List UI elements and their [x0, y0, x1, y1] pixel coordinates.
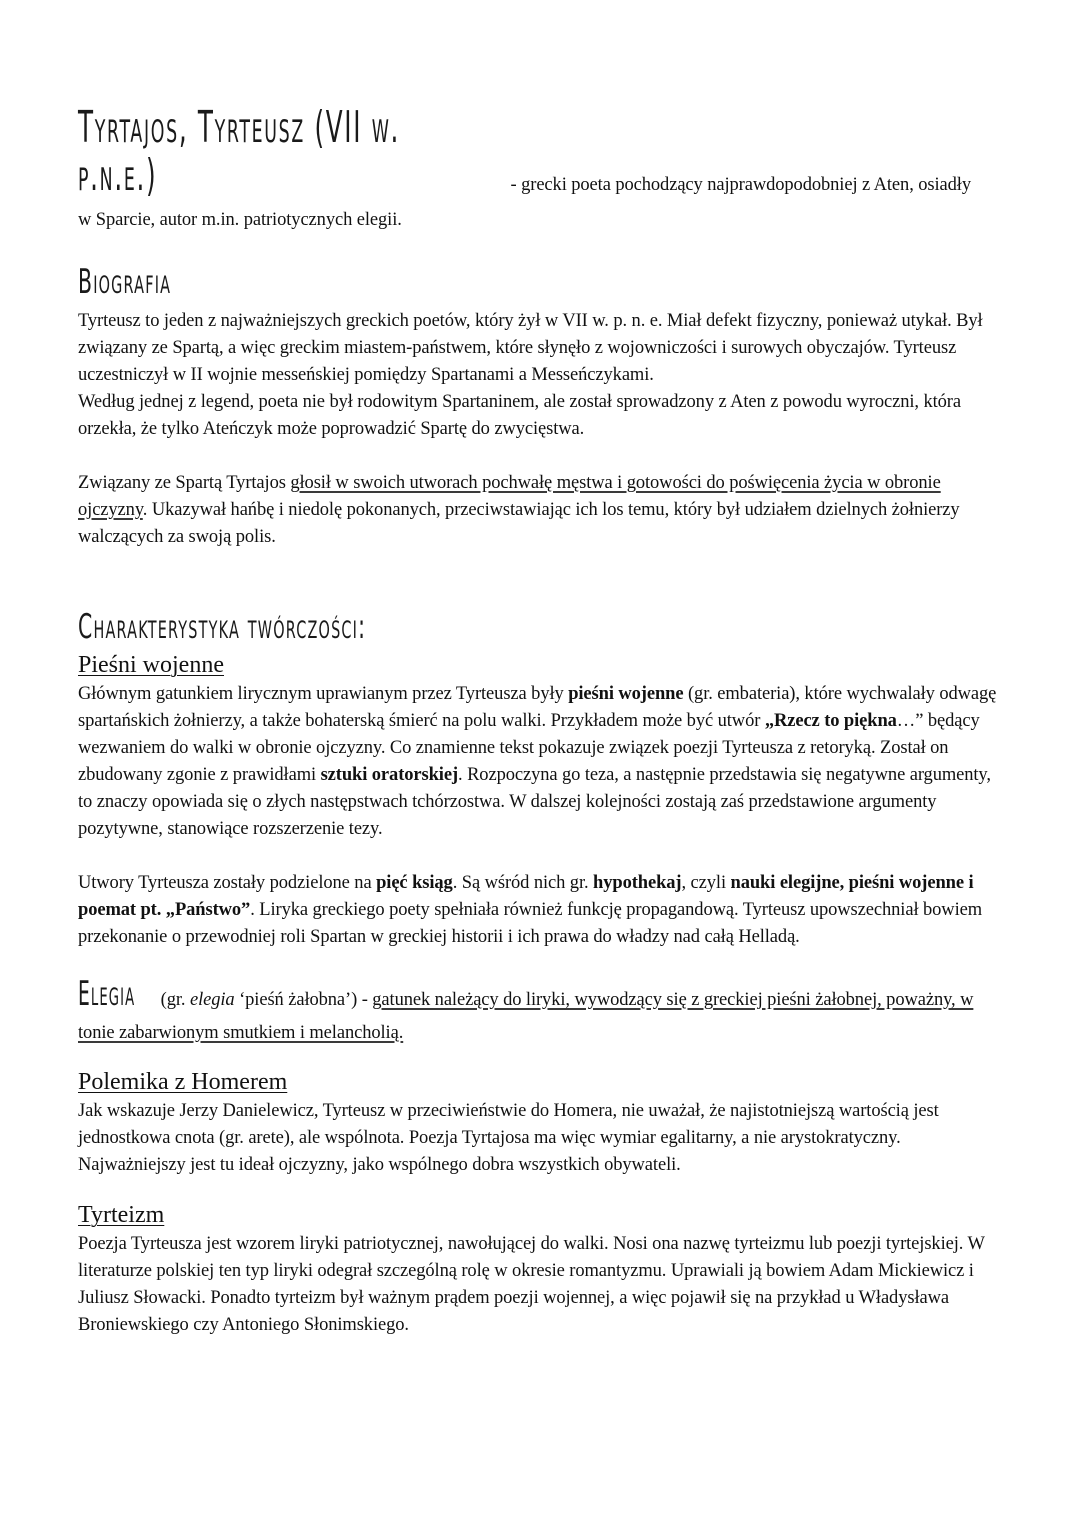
piesni-paragraph-1 — [78, 681, 1006, 843]
section-charakterystyka — [78, 607, 1006, 951]
bold-text: sztuki oratorskiej — [320, 765, 459, 785]
bold-text: „Rzecz to piękna — [764, 711, 897, 731]
text-run: ‘pieśń żałobna’) - — [234, 990, 373, 1010]
bold-text: pieśni wojenne — [568, 684, 684, 704]
polemika-paragraph: Jak wskazuje Jerzy Danielewicz, Tyrteusz w przeciwieństwie do Homera, nie uważał, że najistotniejszą wartością jest jednostkowa cnota (gr. arete), ale wspólnota. Poezja Tyrtajosa ma więc wymiar egalitarny, a nie arystokratyczny. Najważniejszy jest tu ideał ojczyzny, jako wspólnego dobra wszystkich obywateli. — [78, 1101, 939, 1175]
elegia-heading: Elegia — [78, 974, 136, 1014]
title-block — [78, 104, 1006, 234]
section-elegia — [78, 974, 1006, 1050]
bold-text: hypothekaj — [593, 873, 682, 893]
text-run: . Rozpoczyna go teza, a następnie przedstawia się negatywne argumenty, to znaczy opowiada się o złych następstwach tchórzostwa. W dalszej kolejności zostają zaś przedstawione argumenty pozytywne, stanowiące rozszerzenie tezy. — [78, 765, 991, 839]
title-description-line1: - grecki poeta pochodzący najprawdopodobniej z Aten, osiadły — [506, 175, 971, 195]
text-run: . Są wśród nich gr. — [452, 873, 594, 893]
underlined-text: gatunek należący do liryki, wywodzący się z greckiej pieśni żałobnej, poważny, w tonie zabarwionym smutkiem i melancholią. — [78, 990, 974, 1043]
biografia-paragraph-2: Według jednej z legend, poeta nie był rodowitym Spartaninem, ale został sprowadzony z Aten z powodu wyroczni, która orzekła, że tylko Ateńczyk może poprowadzić Spartę do zwycięstwa. — [78, 392, 961, 439]
subheading-polemika: Polemika z Homerem — [78, 1069, 288, 1095]
title-paragraph — [78, 104, 1006, 200]
text-run: …” będący wezwaniem do walki w obronie ojczyzny. Co znamienne tekst pokazuje związek poezji Tyrteusza z retoryką. Został on zbudowany zgonie z prawidłami — [78, 711, 980, 785]
title-description-line2: w Sparcie, autor m.in. patriotycznych elegii. — [78, 210, 402, 230]
text-run: . Ukazywał hańbę i niedolę pokonanych, przeciwstawiając ich los temu, który był udziałem dzielnych żołnierzy walczących za swoją polis. — [78, 500, 960, 547]
italic-text: elegia — [189, 990, 235, 1010]
text-run: . Liryka greckiego poety spełniała również funkcję propagandową. Tyrteusz upowszechniał bowiem przekonanie o przewodniej roli Spartan w greckiej historii i ich prawa do władzy nad całą Helladą. — [78, 900, 983, 947]
text-run: , czyli — [681, 873, 731, 893]
biografia-paragraph-1: Tyrteusz to jeden z najważniejszych greckich poetów, który żył w VII w. p. n. e. Miał defekt fizyczny, ponieważ utykał. Był związany ze Spartą, a więc greckim miastem-państwem, które słynęło z wojowniczości i surowych obyczajów. Tyrteusz uczestniczył w II wojnie messeńskiej pomiędzy Spartanami a Messeńczykami. — [78, 311, 983, 385]
text-run: Związany ze Spartą Tyrtajos — [78, 473, 291, 493]
text-run: (gr. embateria), które wychwalały odwagę spartańskich żołnierzy, a także bohaterską śmierć na polu walki. Przykładem może być utwór — [78, 684, 997, 731]
section-heading-biografia: Biografia — [78, 262, 172, 302]
piesni-paragraph-2 — [78, 870, 1006, 951]
subheading-piesni-wojenne: Pieśni wojenne — [78, 652, 224, 678]
underlined-text: głosił w swoich utworach pochwałę męstwa i gotowości do poświęcenia życia w obronie ojczyzny — [78, 473, 941, 520]
tyrteizm-paragraph: Poezja Tyrteusza jest wzorem liryki patriotycznej, nawołującej do walki. Nosi ona nazwę tyrteizmu lub poezji tyrtejskiej. W literaturze polskiej ten typ liryki odegrał szczególną rolę w okresie romantyzmu. Uprawiali ją bowiem Adam Mickiewicz i Juliusz Słowacki. Ponadto tyrteizm był ważnym prądem poezji wojennej, a więc pojawił się na przykład u Władysława Broniewskiego czy Antoniego Słonimskiego. — [78, 1234, 985, 1335]
biografia-paragraph-3 — [78, 470, 1006, 551]
section-tyrteizm — [78, 1201, 1006, 1339]
page-title: Tyrtajos, Tyrteusz (VII w. p.n.e.) — [78, 102, 401, 201]
section-polemika — [78, 1068, 1006, 1179]
text-run: Głównym gatunkiem lirycznym uprawianym przez Tyrteusza były — [78, 684, 569, 704]
text-run: (gr. — [156, 990, 190, 1010]
document-page — [78, 104, 1006, 1339]
text-run: Utwory Tyrteusza zostały podzielone na — [78, 873, 377, 893]
elegia-paragraph — [78, 974, 1006, 1050]
bold-text: nauki elegijne, pieśni wojenne i poemat pt. „Państwo” — [78, 873, 974, 920]
section-biografia — [78, 262, 1006, 551]
section-heading-charakterystyka: Charakterystyka twórczości: — [78, 607, 367, 647]
subheading-tyrteizm: Tyrteizm — [78, 1202, 165, 1228]
bold-text: pięć ksiąg — [376, 873, 453, 893]
